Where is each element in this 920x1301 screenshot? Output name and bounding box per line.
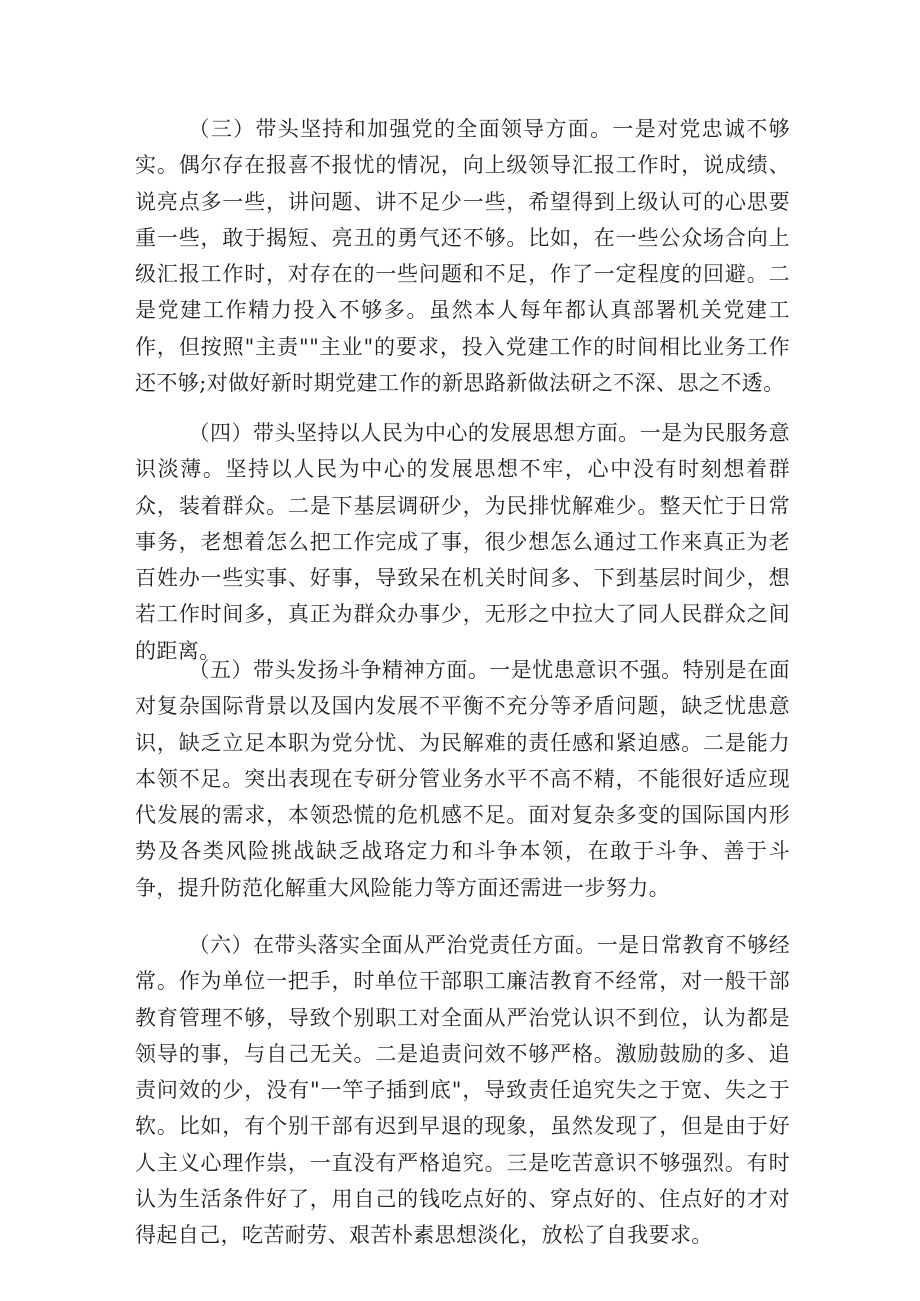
paragraph-section-4: （四）带头坚持以人民为中心的发展思想方面。一是为民服务意识淡薄。坚持以人民为中心的发展思想不牢，心中没有时刻想着群众，装着群众。二是下基层调研少，为民排忧解难少。整天忙于日常事务，老想着怎么把工作完成了事，很少想怎么通过工作来真正为老百姓办一些实事、好事，导致呆在机关时间多、下到基层时间少，想若工作时间多，真正为群众办事少，无形之中拉大了同人民群众之间的距离。 (135, 421, 790, 663)
paragraph-section-5: （五）带头发扬斗争精神方面。一是忧患意识不强。特别是在面对复杂国际背景以及国内发展不平衡不充分等矛盾问题，缺乏忧患意识，缺乏立足本职为党分忧、为民解难的责任感和紧迫感。二是能力本领不足。突出表现在专研分管业务水平不高不精，不能很好适应现代发展的需求，本领恐慌的危机感不足。面对复杂多变的国际国内形势及各类风险挑战缺乏战珞定力和斗争本领，在敢于斗争、善于斗争，提升防范化解重大风险能力等方面还需进一步努力。 (135, 658, 790, 900)
paragraph-section-6: （六）在带头落实全面从严治党责任方面。一是日常教育不够经常。作为单位一把手，时单位干部职工廉洁教育不经常，对一般干部教育管理不够，导致个别职工对全面从严治党认识不到位，认为都是领导的事，与自己无关。二是追责问效不够严格。激励鼓励的多、追责问效的少，没有"一竿子插到底"，导致责任追究失之于宽、失之于软。比如，有个别干部有迟到早退的现象，虽然发现了，但是由于好人主义心理作祟，一直没有严格追究。三是吃苦意识不够强烈。有时认为生活条件好了，用自己的钱吃点好的、穿点好的、住点好的才对得起自己，吃苦耐劳、艰苦朴素思想淡化，放松了自我要求。 (135, 933, 790, 1248)
paragraph-section-3: （三）带头坚持和加强党的全面领导方面。一是对党忠诚不够实。偶尔存在报喜不报忧的情况，向上级领导汇报工作时，说成绩、说亮点多一些，讲问题、讲不足少一些，希望得到上级认可的心思要重一些，敢于揭短、亮丑的勇气还不够。比如，在一些公众场合向上级汇报工作时，对存在的一些问题和不足，作了一定程度的回避。二是党建工作精力投入不够多。虽然本人每年都认真部署机关党建工作，但按照"主责""主业"的要求，投入党建工作的时间相比业务工作还不够;对做好新时期党建工作的新思路新做法研之不深、思之不透。 (135, 117, 790, 396)
